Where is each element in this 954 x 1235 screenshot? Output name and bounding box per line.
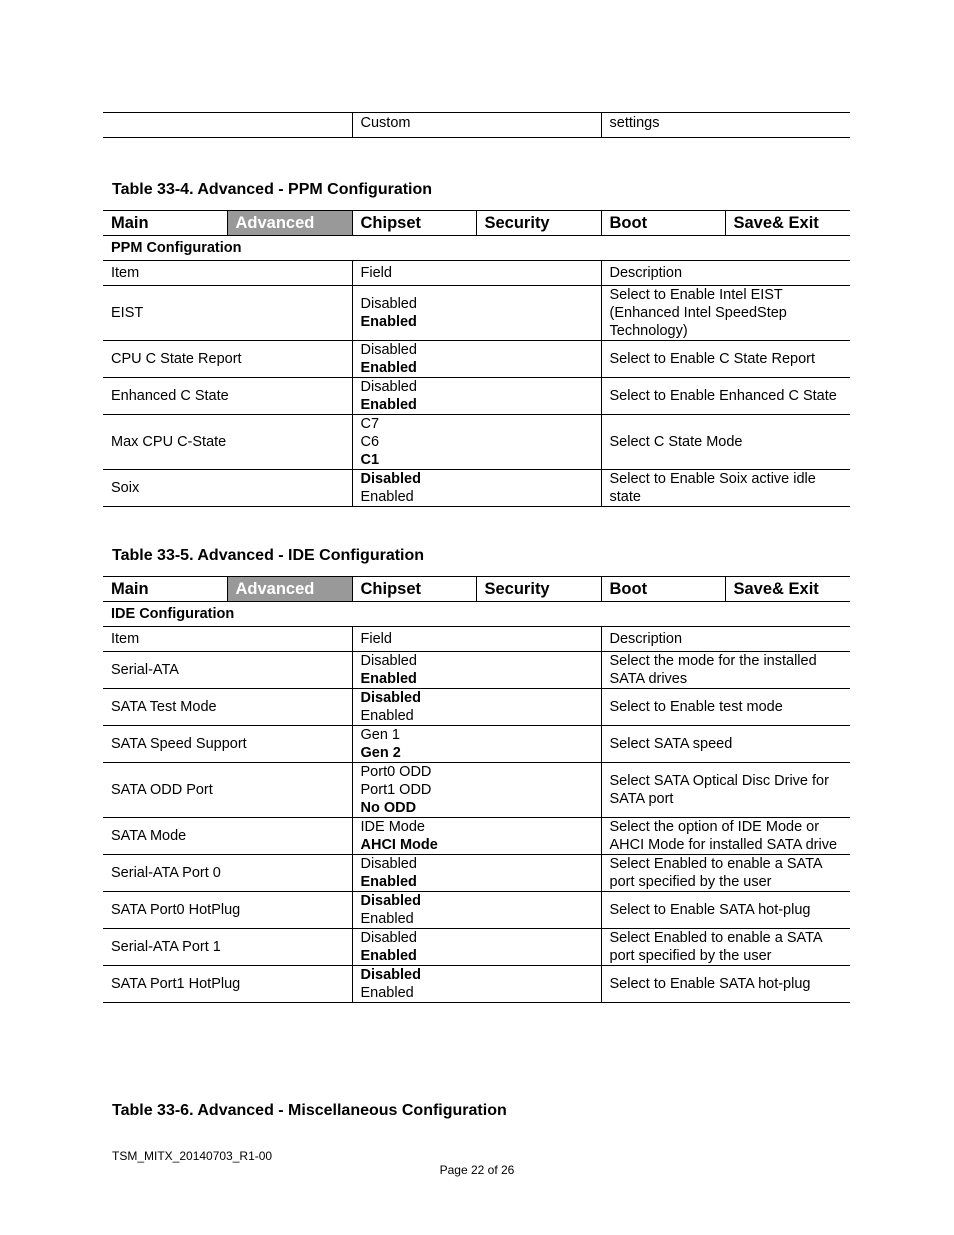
description-cell: Select Enabled to enable a SATA port specified by the user [601,929,850,966]
default-option: Enabled [360,874,417,890]
field-cell: Custom [352,113,601,138]
description-cell: Select to Enable C State Report [601,341,850,378]
tab-save-exit: Save& Exit [725,211,850,236]
table-row [103,286,850,341]
field-cell [352,286,601,341]
table-row [103,341,850,378]
column-header: Field [352,627,601,652]
item-cell: Serial-ATA Port 0 [103,855,352,892]
field-cell [352,966,601,1003]
item-cell [103,113,352,138]
default-option: C1 [360,452,380,468]
column-header: Item [103,261,352,286]
default-option: Enabled [360,948,417,964]
tab-boot: Boot [601,577,725,602]
column-header-row [103,261,850,286]
description-cell: Select SATA speed [601,726,850,763]
field-cell [352,652,601,689]
field-cell [352,855,601,892]
option: Enabled [360,911,414,927]
table-row [103,855,850,892]
description-cell: Select to Enable SATA hot-plug [601,966,850,1003]
item-cell: Max CPU C-State [103,415,352,470]
option: Disabled [360,379,417,395]
column-header: Description [601,627,850,652]
item-cell: SATA ODD Port [103,763,352,818]
tab-security: Security [476,577,601,602]
tab-advanced: Advanced [227,211,352,236]
field-cell [352,689,601,726]
description-cell: Select to Enable Enhanced C State [601,378,850,415]
table-row [103,726,850,763]
item-cell: SATA Port0 HotPlug [103,892,352,929]
column-header-row [103,627,850,652]
table-row [103,378,850,415]
table-caption: Table 33-4. Advanced - PPM Configuration [112,181,433,198]
table-row [103,415,850,470]
menu-tab-bar [103,211,850,236]
item-cell: EIST [103,286,352,341]
tab-main: Main [103,577,227,602]
description-cell: Select to Enable test mode [601,689,850,726]
item-cell: SATA Test Mode [103,689,352,726]
default-option: AHCI Mode [360,837,438,853]
item-cell: Serial-ATA Port 1 [103,929,352,966]
option: IDE Mode [360,819,425,835]
table-row [103,113,850,138]
default-option: Gen 2 [360,745,401,761]
field-cell [352,726,601,763]
tab-security: Security [476,211,601,236]
option: Enabled [360,985,414,1001]
description-cell: Select to Enable SATA hot-plug [601,892,850,929]
continuation-table [103,112,850,138]
default-option: Disabled [360,690,421,706]
item-cell: Soix [103,470,352,507]
tab-boot: Boot [601,211,725,236]
description-cell: Select the mode for the installed SATA drives [601,652,850,689]
table-row [103,652,850,689]
field-cell [352,892,601,929]
field-cell [352,378,601,415]
tab-chipset: Chipset [352,577,476,602]
table-caption: Table 33-6. Advanced - Miscellaneous Configuration [112,1102,507,1119]
option: Disabled [360,342,417,358]
table-row [103,966,850,1003]
item-cell: SATA Mode [103,818,352,855]
item-cell: Serial-ATA [103,652,352,689]
option: Gen 1 [360,727,400,743]
option: Disabled [360,296,417,312]
default-option: No ODD [360,800,417,816]
item-cell: CPU C State Report [103,341,352,378]
tab-advanced: Advanced [227,577,352,602]
option: Port0 ODD [360,764,432,780]
table-row [103,892,850,929]
item-cell: Enhanced C State [103,378,352,415]
description-cell: Select SATA Optical Disc Drive for SATA port [601,763,850,818]
ide-config-table [103,576,850,1003]
description-cell: Select C State Mode [601,415,850,470]
option: Disabled [360,856,417,872]
tab-save-exit: Save& Exit [725,577,850,602]
ppm-config-table [103,210,850,507]
table-caption: Table 33-5. Advanced - IDE Configuration [112,547,425,564]
option: C7 [360,416,380,432]
field-cell [352,470,601,507]
tab-main: Main [103,211,227,236]
default-option: Disabled [360,471,421,487]
field-cell [352,415,601,470]
option: C6 [360,434,380,450]
table-row [103,929,850,966]
table-row [103,689,850,726]
column-header: Item [103,627,352,652]
item-cell: SATA Port1 HotPlug [103,966,352,1003]
field-cell [352,929,601,966]
option: Disabled [360,930,417,946]
table-row [103,470,850,507]
description-cell: settings [601,113,850,138]
default-option: Disabled [360,893,421,909]
document-id: TSM_MITX_20140703_R1-00 [112,1149,273,1163]
column-header: Description [601,261,850,286]
field-cell [352,763,601,818]
default-option: Enabled [360,671,417,687]
table-row [103,818,850,855]
option: Port1 ODD [360,782,432,798]
default-option: Enabled [360,360,417,376]
section-title: PPM Configuration [103,236,850,261]
default-option: Enabled [360,314,417,330]
table-row [103,763,850,818]
menu-tab-bar [103,577,850,602]
description-cell: Select to Enable Intel EIST (Enhanced Intel SpeedStep Technology) [601,286,850,341]
section-title: IDE Configuration [103,602,850,627]
description-cell: Select Enabled to enable a SATA port specified by the user [601,855,850,892]
page-number: Page 22 of 26 [439,1163,515,1177]
item-cell: SATA Speed Support [103,726,352,763]
description-cell: Select the option of IDE Mode or AHCI Mode for installed SATA drive [601,818,850,855]
option: Enabled [360,489,414,505]
description-cell: Select to Enable Soix active idle state [601,470,850,507]
tab-chipset: Chipset [352,211,476,236]
field-cell [352,818,601,855]
option: Disabled [360,653,417,669]
column-header: Field [352,261,601,286]
default-option: Disabled [360,967,421,983]
default-option: Enabled [360,397,417,413]
field-cell [352,341,601,378]
option: Enabled [360,708,414,724]
